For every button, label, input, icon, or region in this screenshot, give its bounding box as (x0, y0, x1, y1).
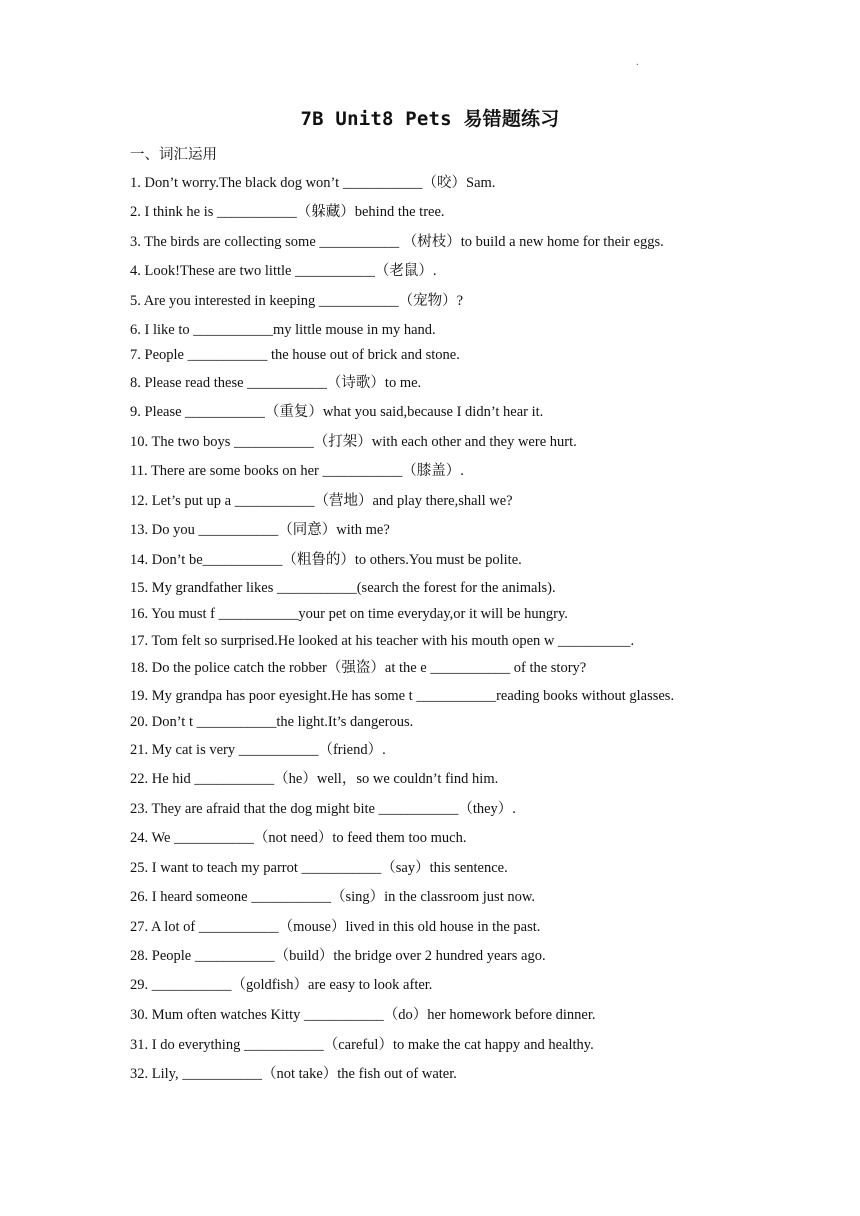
question-item: 29. ___________（goldfish）are easy to look after. (130, 977, 433, 993)
question-item: 14. Don’t be___________（粗鲁的）to others.You must be polite. (130, 552, 522, 568)
question-item: 6. I like to ___________my little mouse in my hand. (130, 322, 436, 338)
question-item: 11. There are some books on her ___________（膝盖）. (130, 463, 464, 479)
question-item: 13. Do you ___________（同意）with me? (130, 522, 390, 538)
question-item: 1. Don’t worry.The black dog won’t ___________（咬）Sam. (130, 175, 496, 191)
question-item: 12. Let’s put up a ___________（营地）and play there,shall we? (130, 493, 513, 509)
question-item: 30. Mum often watches Kitty ___________（do）her homework before dinner. (130, 1007, 596, 1023)
question-item: 2. I think he is ___________（躲藏）behind the tree. (130, 204, 445, 220)
worksheet-title: 7B Unit8 Pets 易错题练习 (300, 108, 560, 130)
question-item: 24. We ___________（not need）to feed them too much. (130, 830, 467, 846)
question-item: 18. Do the police catch the robber（强盗）at the e ___________ of the story? (130, 660, 587, 676)
question-item: 16. You must f ___________your pet on time everyday,or it will be hungry. (130, 606, 568, 622)
question-item: 22. He hid ___________（he）well，so we couldn’t find him. (130, 771, 499, 787)
question-item: 15. My grandfather likes ___________(search the forest for the animals). (130, 580, 556, 596)
question-item: 5. Are you interested in keeping ___________（宠物）? (130, 293, 464, 309)
page-mark: . (636, 56, 639, 68)
question-item: 3. The birds are collecting some ___________ （树枝）to build a new home for their eggs. (130, 234, 664, 250)
question-item: 10. The two boys ___________（打架）with each other and they were hurt. (130, 434, 577, 450)
section-heading: 一、词汇运用 (130, 147, 217, 163)
question-item: 21. My cat is very ___________（friend）. (130, 742, 386, 758)
question-item: 23. They are afraid that the dog might bite ___________（they）. (130, 801, 516, 817)
question-item: 17. Tom felt so surprised.He looked at his teacher with his mouth open w __________. (130, 633, 635, 649)
question-item: 8. Please read these ___________（诗歌）to me. (130, 375, 422, 391)
question-item: 25. I want to teach my parrot ___________（say）this sentence. (130, 860, 508, 876)
question-item: 20. Don’t t ___________the light.It’s dangerous. (130, 714, 414, 730)
question-item: 32. Lily, ___________（not take）the fish out of water. (130, 1066, 457, 1082)
question-item: 27. A lot of ___________（mouse）lived in this old house in the past. (130, 919, 541, 935)
question-item: 9. Please ___________（重复）what you said,because I didn’t hear it. (130, 404, 544, 420)
question-item: 28. People ___________（build）the bridge over 2 hundred years ago. (130, 948, 546, 964)
question-item: 7. People ___________ the house out of brick and stone. (130, 347, 460, 363)
question-item: 4. Look!These are two little ___________（老鼠）. (130, 263, 437, 279)
question-item: 19. My grandpa has poor eyesight.He has some t ___________reading books without glasses. (130, 688, 675, 704)
question-item: 26. I heard someone ___________（sing）in the classroom just now. (130, 889, 536, 905)
question-item: 31. I do everything ___________（careful）to make the cat happy and healthy. (130, 1037, 594, 1053)
